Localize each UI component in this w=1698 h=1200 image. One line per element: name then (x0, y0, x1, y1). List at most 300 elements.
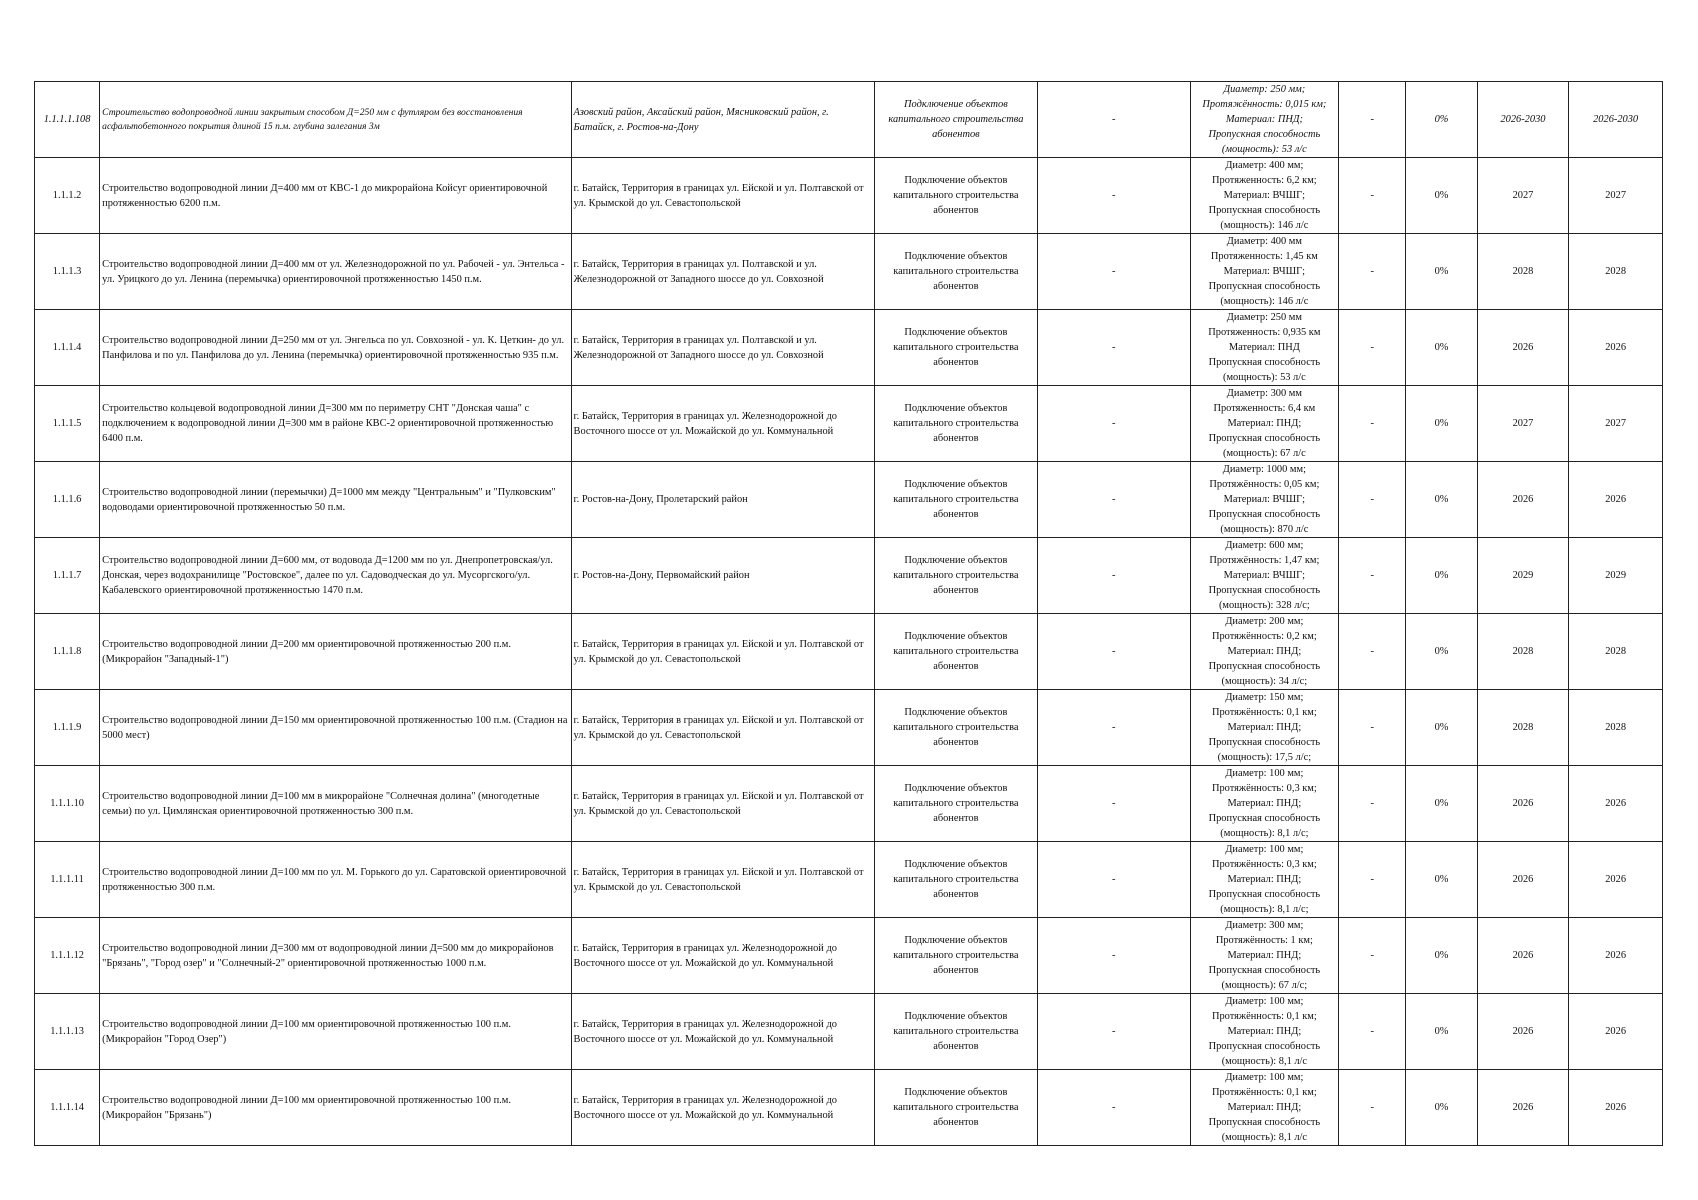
pct-text: 0% (1434, 646, 1449, 657)
pct-text: 0% (1434, 874, 1449, 885)
end-year (1569, 462, 1663, 538)
start-text: 2029 (1512, 570, 1534, 581)
start-text: 2026 (1512, 1026, 1534, 1037)
work-name (100, 462, 571, 538)
start-text: 2027 (1512, 190, 1534, 201)
row-number (35, 158, 100, 234)
technical-parameters (1190, 310, 1339, 386)
tech-line-diameter: Диаметр: 250 мм; (1223, 84, 1306, 95)
num-text: 1.1.1.10 (50, 798, 84, 809)
end-year (1569, 82, 1663, 158)
tech-line-diameter: Диаметр: 100 мм; (1225, 844, 1304, 855)
pct-text: 0% (1434, 114, 1449, 125)
dash2-text: - (1370, 1102, 1375, 1113)
goal-text: Подключение объектов капитального строительства абонентов (888, 99, 1024, 140)
table-row (35, 82, 1663, 158)
work-location (571, 158, 874, 234)
goal-text: Подключение объектов капитального строительства абонентов (893, 479, 1019, 520)
start-text: 2028 (1512, 266, 1534, 277)
end-year (1569, 614, 1663, 690)
technical-parameters (1190, 462, 1339, 538)
place-text: г. Батайск, Территория в границах ул. Ейской и ул. Полтавской от ул. Крымской до ул. Севастопольской (573, 866, 864, 893)
num-text: 1.1.1.4 (52, 342, 82, 353)
goal-text: Подключение объектов капитального строительства абонентов (893, 251, 1019, 292)
empty-value-cell-2 (1339, 614, 1406, 690)
tech-line-material: Материал: ПНД; (1225, 114, 1303, 125)
technical-parameters (1190, 158, 1339, 234)
tech-line-length: Протяженность: 6,4 км (1213, 403, 1316, 414)
work-location (571, 842, 874, 918)
dash2-text: - (1370, 570, 1375, 581)
table-row (35, 538, 1663, 614)
work-name (100, 690, 571, 766)
num-text: 1.1.1.2 (52, 190, 82, 201)
work-name (100, 310, 571, 386)
work-location (571, 1070, 874, 1146)
dash2-text: - (1370, 418, 1375, 429)
num-text: 1.1.1.3 (52, 266, 82, 277)
tech-line-capacity-value: (мощность): 870 л/с (1220, 524, 1309, 535)
tech-line-length: Протяженность: 1,45 км (1210, 251, 1318, 262)
end-year (1569, 1070, 1663, 1146)
row-number (35, 310, 100, 386)
num-text: 1.1.1.13 (50, 1026, 84, 1037)
start-text: 2028 (1512, 722, 1534, 733)
completion-percent (1406, 842, 1477, 918)
tech-line-capacity-value: (мощность): 8,1 л/с; (1220, 904, 1309, 915)
tech-line-material: Материал: ПНД; (1227, 418, 1302, 429)
start-year (1477, 614, 1569, 690)
goal-text: Подключение объектов капитального строительства абонентов (893, 1011, 1019, 1052)
name-text: Строительство водопроводной линии Д=100 мм ориентировочной протяженностью 100 п.м. (Микрорайон "Город Озер") (102, 1018, 511, 1045)
work-goal (874, 614, 1037, 690)
tech-line-material: Материал: ПНД; (1227, 646, 1302, 657)
end-text: 2026 (1605, 950, 1627, 961)
completion-percent (1406, 690, 1477, 766)
pct-text: 0% (1434, 418, 1449, 429)
work-location (571, 386, 874, 462)
table-row (35, 918, 1663, 994)
place-text: Азовский район, Аксайский район, Мясниковский район, г. Батайск, г. Ростов-на-Дону (573, 106, 829, 133)
goal-text: Подключение объектов капитального строительства абонентов (893, 783, 1019, 824)
tech-line-material: Материал: ПНД; (1227, 1026, 1302, 1037)
start-text: 2026 (1512, 950, 1534, 961)
pct-text: 0% (1434, 494, 1449, 505)
pct-text: 0% (1434, 266, 1449, 277)
tech-line-capacity-label: Пропускная способность (1208, 813, 1321, 824)
end-year (1569, 386, 1663, 462)
end-year (1569, 310, 1663, 386)
dash1-text: - (1111, 190, 1116, 201)
tech-line-capacity-label: Пропускная способность (1208, 129, 1321, 140)
end-text: 2027 (1605, 190, 1627, 201)
tech-line-diameter: Диаметр: 400 мм; (1225, 160, 1304, 171)
place-text: г. Батайск, Территория в границах ул. Ейской и ул. Полтавской от ул. Крымской до ул. Севастопольской (573, 638, 864, 665)
table-row (35, 994, 1663, 1070)
table-row (35, 1070, 1663, 1146)
start-year (1477, 310, 1569, 386)
end-text: 2026-2030 (1593, 114, 1639, 125)
end-year (1569, 538, 1663, 614)
dash2-text: - (1370, 722, 1375, 733)
empty-value-cell-2 (1339, 538, 1406, 614)
tech-line-material: Материал: ПНД; (1227, 950, 1302, 961)
tech-line-length: Протяжённость: 1,47 км; (1209, 555, 1320, 566)
start-year (1477, 158, 1569, 234)
work-goal (874, 766, 1037, 842)
tech-line-capacity-value: (мощность): 8,1 л/с (1221, 1132, 1308, 1143)
technical-parameters (1190, 690, 1339, 766)
empty-value-cell (1037, 462, 1190, 538)
work-goal (874, 842, 1037, 918)
dash2-text: - (1370, 950, 1375, 961)
tech-line-capacity-label: Пропускная способность (1208, 433, 1321, 444)
dash1-text: - (1111, 722, 1116, 733)
tech-line-material: Материал: ПНД; (1227, 798, 1302, 809)
row-number (35, 82, 100, 158)
work-name (100, 614, 571, 690)
work-goal (874, 462, 1037, 538)
technical-parameters (1190, 994, 1339, 1070)
tech-line-capacity-value: (мощность): 34 л/с; (1221, 676, 1308, 687)
num-text: 1.1.1.9 (52, 722, 82, 733)
tech-line-material: Материал: ВЧШГ; (1223, 494, 1306, 505)
tech-line-capacity-value: (мощность): 53 л/с (1221, 144, 1307, 155)
place-text: г. Батайск, Территория в границах ул. Ейской и ул. Полтавской от ул. Крымской до ул. Севастопольской (573, 182, 864, 209)
num-text: 1.1.1.8 (52, 646, 82, 657)
goal-text: Подключение объектов капитального строительства абонентов (893, 555, 1019, 596)
empty-value-cell-2 (1339, 842, 1406, 918)
empty-value-cell-2 (1339, 1070, 1406, 1146)
dash1-text: - (1111, 114, 1116, 125)
end-year (1569, 234, 1663, 310)
dash2-text: - (1370, 494, 1375, 505)
work-name (100, 1070, 571, 1146)
tech-line-capacity-label: Пропускная способность (1208, 661, 1321, 672)
goal-text: Подключение объектов капитального строительства абонентов (893, 859, 1019, 900)
dash1-text: - (1111, 266, 1116, 277)
tech-line-capacity-label: Пропускная способность (1208, 357, 1321, 368)
work-goal (874, 994, 1037, 1070)
tech-line-material: Материал: ВЧШГ; (1223, 570, 1306, 581)
end-text: 2026 (1605, 874, 1627, 885)
row-number (35, 1070, 100, 1146)
empty-value-cell (1037, 234, 1190, 310)
start-year (1477, 842, 1569, 918)
end-year (1569, 158, 1663, 234)
start-year (1477, 690, 1569, 766)
goal-text: Подключение объектов капитального строительства абонентов (893, 327, 1019, 368)
work-goal (874, 1070, 1037, 1146)
work-goal (874, 82, 1037, 158)
table-row (35, 234, 1663, 310)
empty-value-cell-2 (1339, 918, 1406, 994)
name-text: Строительство водопроводной линии Д=200 мм ориентировочной протяженностью 200 п.м. (Микрорайон "Западный-1") (102, 638, 511, 665)
tech-line-length: Протяжённость: 0,3 км; (1211, 859, 1317, 870)
end-year (1569, 918, 1663, 994)
tech-line-capacity-value: (мощность): 8,1 л/с; (1220, 828, 1309, 839)
dash1-text: - (1111, 1026, 1116, 1037)
tech-line-capacity-value: (мощность): 146 л/с (1220, 220, 1309, 231)
work-name (100, 234, 571, 310)
work-goal (874, 234, 1037, 310)
num-text: 1.1.1.11 (50, 874, 84, 885)
completion-percent (1406, 82, 1477, 158)
work-location (571, 994, 874, 1070)
tech-line-diameter: Диаметр: 200 мм; (1225, 616, 1304, 627)
tech-line-capacity-value: (мощность): 328 л/с; (1218, 600, 1310, 611)
start-year (1477, 462, 1569, 538)
tech-line-capacity-value: (мощность): 53 л/с (1222, 372, 1306, 383)
technical-parameters (1190, 766, 1339, 842)
tech-line-capacity-value: (мощность): 17,5 л/с; (1217, 752, 1312, 763)
place-text: г. Батайск, Территория в границах ул. Полтавской и ул. Железнодорожной от Западного шоссе до ул. Совхозной (573, 334, 824, 361)
pct-text: 0% (1434, 722, 1449, 733)
start-year (1477, 994, 1569, 1070)
name-text: Строительство водопроводной линии Д=400 мм от КВС-1 до микрорайона Койсуг ориентировочной протяженностью 6200 п.м. (102, 182, 548, 209)
place-text: г. Батайск, Территория в границах ул. Ейской и ул. Полтавской от ул. Крымской до ул. Севастопольской (573, 790, 864, 817)
end-text: 2026 (1605, 1026, 1627, 1037)
work-location (571, 614, 874, 690)
goal-text: Подключение объектов капитального строительства абонентов (893, 175, 1019, 216)
pct-text: 0% (1434, 798, 1449, 809)
row-number (35, 690, 100, 766)
tech-line-material: Материал: ПНД; (1227, 722, 1302, 733)
work-goal (874, 690, 1037, 766)
row-number (35, 386, 100, 462)
place-text: г. Батайск, Территория в границах ул. Полтавской и ул. Железнодорожной от Западного шоссе до ул. Совхозной (573, 258, 824, 285)
place-text: г. Ростов-на-Дону, Первомайский район (573, 570, 750, 581)
empty-value-cell-2 (1339, 766, 1406, 842)
row-number (35, 766, 100, 842)
dash1-text: - (1111, 418, 1116, 429)
tech-line-material: Материал: ВЧШГ; (1223, 266, 1306, 277)
empty-value-cell (1037, 1070, 1190, 1146)
start-year (1477, 766, 1569, 842)
table-row (35, 158, 1663, 234)
end-text: 2028 (1605, 722, 1627, 733)
tech-line-length: Протяженность: 6,2 км; (1212, 175, 1317, 186)
table-body (35, 82, 1663, 1146)
name-text: Строительство кольцевой водопроводной линии Д=300 мм по периметру СНТ "Донская чаша" с подключением к водопроводной линии Д=300 мм в районе КВС-2 ориентировочной протяженностью 6400 п.м. (102, 403, 554, 444)
work-name (100, 766, 571, 842)
dash1-text: - (1111, 494, 1116, 505)
start-text: 2027 (1512, 418, 1534, 429)
empty-value-cell (1037, 994, 1190, 1070)
empty-value-cell-2 (1339, 82, 1406, 158)
tech-line-diameter: Диаметр: 100 мм; (1225, 768, 1304, 779)
name-text: Строительство водопроводной линии (перемычки) Д=1000 мм между "Центральным" и "Пулковским" водоводами ориентировочной протяженностью 50 п.м. (102, 486, 556, 513)
end-text: 2029 (1605, 570, 1627, 581)
pct-text: 0% (1434, 190, 1449, 201)
goal-text: Подключение объектов капитального строительства абонентов (893, 1087, 1019, 1128)
name-text: Строительство водопроводной линии Д=600 мм, от водовода Д=1200 мм по ул. Днепропетровская/ул. Донская, через водохранилище "Ростовское", далее по ул. Садоводческая до ул. Мусоргского/ул. Кабалевского ориентировочной протяженностью 1470 п.м. (102, 555, 553, 596)
technical-parameters (1190, 614, 1339, 690)
completion-percent (1406, 310, 1477, 386)
dash1-text: - (1111, 798, 1116, 809)
work-goal (874, 386, 1037, 462)
work-name (100, 842, 571, 918)
tech-line-capacity-value: (мощность): 146 л/с (1220, 296, 1309, 307)
tech-line-length: Протяженность: 0,935 км (1208, 327, 1321, 338)
tech-line-capacity-label: Пропускная способность (1208, 1041, 1321, 1052)
row-number (35, 842, 100, 918)
start-text: 2026 (1512, 798, 1534, 809)
goal-text: Подключение объектов капитального строительства абонентов (893, 631, 1019, 672)
name-text: Строительство водопроводной линии Д=300 мм от водопроводной линии Д=500 мм до микрорайонов "Брязань", "Город озер" и "Солнечный-2" ориентировочной протяженностью 1000 п.м. (102, 942, 554, 969)
row-number (35, 994, 100, 1070)
tech-line-length: Протяжённость: 0,015 км; (1202, 99, 1327, 110)
row-number (35, 918, 100, 994)
work-location (571, 234, 874, 310)
empty-value-cell-2 (1339, 462, 1406, 538)
work-location (571, 82, 874, 158)
tech-line-capacity-value: (мощность): 8,1 л/с (1221, 1056, 1308, 1067)
dash2-text: - (1370, 874, 1375, 885)
empty-value-cell (1037, 842, 1190, 918)
completion-percent (1406, 386, 1477, 462)
table-row (35, 386, 1663, 462)
empty-value-cell (1037, 82, 1190, 158)
completion-percent (1406, 614, 1477, 690)
work-name (100, 538, 571, 614)
name-text: Строительство водопроводной линии Д=100 мм ориентировочной протяженностью 100 п.м. (Микрорайон "Брязань") (102, 1094, 511, 1121)
start-year (1477, 1070, 1569, 1146)
end-year (1569, 994, 1663, 1070)
tech-line-capacity-label: Пропускная способность (1208, 737, 1321, 748)
end-text: 2026 (1605, 798, 1627, 809)
completion-percent (1406, 234, 1477, 310)
empty-value-cell-2 (1339, 386, 1406, 462)
dash2-text: - (1370, 646, 1375, 657)
tech-line-capacity-label: Пропускная способность (1208, 509, 1321, 520)
tech-line-capacity-label: Пропускная способность (1208, 1117, 1321, 1128)
tech-line-length: Протяжённость: 0,2 км; (1211, 631, 1317, 642)
num-text: 1.1.1.1.108 (43, 114, 91, 125)
empty-value-cell (1037, 158, 1190, 234)
tech-line-capacity-label: Пропускная способность (1208, 585, 1321, 596)
tech-line-material: Материал: ПНД (1228, 342, 1300, 353)
num-text: 1.1.1.12 (50, 950, 84, 961)
start-year (1477, 234, 1569, 310)
completion-percent (1406, 1070, 1477, 1146)
work-name (100, 386, 571, 462)
empty-value-cell (1037, 386, 1190, 462)
work-name (100, 994, 571, 1070)
work-goal (874, 538, 1037, 614)
start-text: 2026 (1512, 874, 1534, 885)
dash2-text: - (1370, 266, 1375, 277)
tech-line-diameter: Диаметр: 1000 мм; (1222, 464, 1306, 475)
table-row (35, 310, 1663, 386)
tech-line-capacity-value: (мощность): 67 л/с; (1221, 980, 1308, 991)
end-text: 2028 (1605, 646, 1627, 657)
tech-line-diameter: Диаметр: 100 мм; (1225, 1072, 1304, 1083)
tech-line-diameter: Диаметр: 300 мм (1226, 388, 1302, 399)
technical-parameters (1190, 1070, 1339, 1146)
pct-text: 0% (1434, 1102, 1449, 1113)
technical-parameters (1190, 234, 1339, 310)
start-year (1477, 386, 1569, 462)
table-row (35, 690, 1663, 766)
pct-text: 0% (1434, 1026, 1449, 1037)
pct-text: 0% (1434, 950, 1449, 961)
dash1-text: - (1111, 874, 1116, 885)
work-goal (874, 918, 1037, 994)
num-text: 1.1.1.5 (52, 418, 82, 429)
dash1-text: - (1111, 950, 1116, 961)
completion-percent (1406, 994, 1477, 1070)
tech-line-length: Протяжённость: 1 км; (1215, 935, 1313, 946)
place-text: г. Батайск, Территория в границах ул. Железнодорожной до Восточного шоссе от ул. Можайской до ул. Коммунальной (573, 1094, 837, 1121)
table-row (35, 462, 1663, 538)
tech-line-capacity-label: Пропускная способность (1208, 205, 1321, 216)
table-row (35, 842, 1663, 918)
end-text: 2026 (1605, 494, 1627, 505)
work-goal (874, 158, 1037, 234)
start-text: 2026-2030 (1500, 114, 1546, 125)
work-location (571, 766, 874, 842)
tech-line-capacity-label: Пропускная способность (1208, 889, 1321, 900)
empty-value-cell-2 (1339, 310, 1406, 386)
goal-text: Подключение объектов капитального строительства абонентов (893, 403, 1019, 444)
completion-percent (1406, 766, 1477, 842)
end-text: 2028 (1605, 266, 1627, 277)
start-text: 2026 (1512, 342, 1534, 353)
end-year (1569, 842, 1663, 918)
row-number (35, 538, 100, 614)
start-text: 2026 (1512, 494, 1534, 505)
empty-value-cell (1037, 918, 1190, 994)
tech-line-capacity-label: Пропускная способность (1208, 281, 1321, 292)
tech-line-diameter: Диаметр: 300 мм; (1225, 920, 1304, 931)
end-year (1569, 766, 1663, 842)
end-text: 2026 (1605, 342, 1627, 353)
place-text: г. Ростов-на-Дону, Пролетарский район (573, 494, 748, 505)
goal-text: Подключение объектов капитального строительства абонентов (893, 707, 1019, 748)
place-text: г. Батайск, Территория в границах ул. Железнодорожной до Восточного шоссе от ул. Можайской до ул. Коммунальной (573, 942, 837, 969)
tech-line-material: Материал: ПНД; (1227, 874, 1302, 885)
place-text: г. Батайск, Территория в границах ул. Железнодорожной до Восточного шоссе от ул. Можайской до ул. Коммунальной (573, 1018, 837, 1045)
pct-text: 0% (1434, 570, 1449, 581)
works-table (34, 81, 1663, 1146)
num-text: 1.1.1.7 (52, 570, 82, 581)
dash2-text: - (1370, 342, 1375, 353)
work-location (571, 462, 874, 538)
work-name (100, 82, 571, 158)
work-location (571, 918, 874, 994)
goal-text: Подключение объектов капитального строительства абонентов (893, 935, 1019, 976)
empty-value-cell (1037, 310, 1190, 386)
name-text: Строительство водопроводной линии закрытым способом Д=250 мм с футляром без восстановления асфальтобетонного покрытия длиной 15 п.м. глубина залегания 3м (102, 106, 523, 132)
dash1-text: - (1111, 646, 1116, 657)
tech-line-material: Материал: ВЧШГ; (1223, 190, 1306, 201)
row-number (35, 614, 100, 690)
work-name (100, 918, 571, 994)
num-text: 1.1.1.6 (52, 494, 82, 505)
tech-line-diameter: Диаметр: 600 мм; (1225, 540, 1304, 551)
tech-line-diameter: Диаметр: 400 мм (1226, 236, 1302, 247)
tech-line-length: Протяжённость: 0,1 км; (1211, 707, 1317, 718)
table-row (35, 766, 1663, 842)
num-text: 1.1.1.14 (50, 1102, 84, 1113)
technical-parameters (1190, 842, 1339, 918)
completion-percent (1406, 538, 1477, 614)
technical-parameters (1190, 918, 1339, 994)
tech-line-length: Протяжённость: 0,05 км; (1209, 479, 1320, 490)
completion-percent (1406, 158, 1477, 234)
work-location (571, 310, 874, 386)
